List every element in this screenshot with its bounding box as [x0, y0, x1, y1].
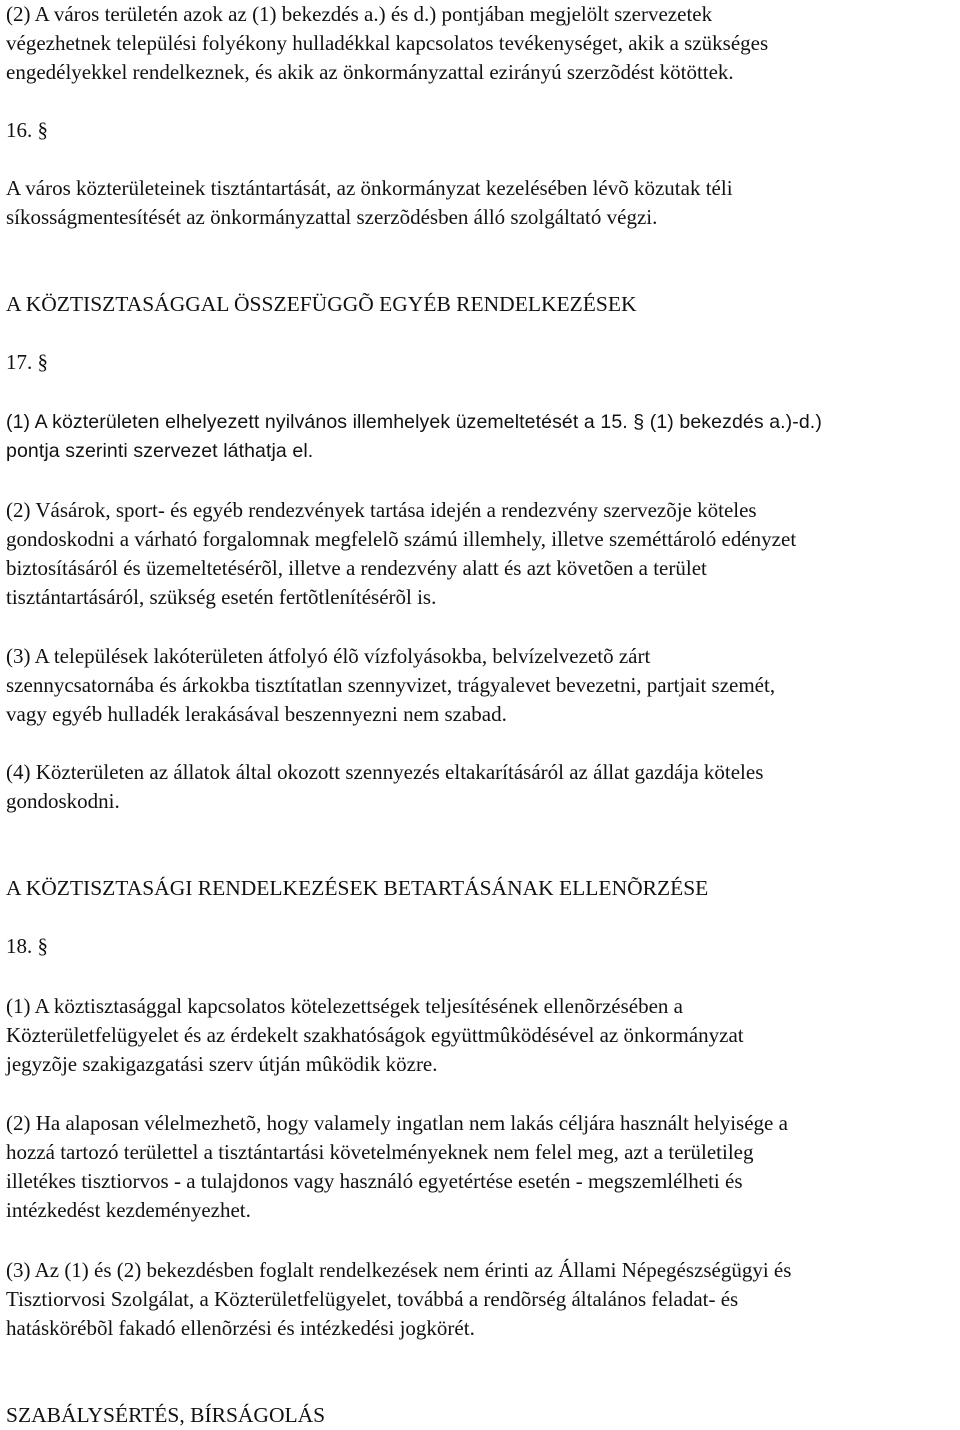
text-line: (2) A város területén azok az (1) bekezdés a.) és d.) pontjában megjelölt szervezetek — [6, 2, 713, 26]
text-line: (3) Az (1) és (2) bekezdésben foglalt rendelkezések nem érinti az Állami Népegészségügyi és — [6, 1258, 792, 1282]
text-line: Tisztiorvosi Szolgálat, a Közterületfelügyelet, továbbá a rendõrség általános feladat- és — [6, 1287, 739, 1311]
text-line: (4) Közterületen az állatok által okozott szennyezés eltakarításáról az állat gazdája köteles — [6, 760, 764, 784]
heading-ellenorzes: A KÖZTISZTASÁGI RENDELKEZÉSEK BETARTÁSÁNAK ELLENÕRZÉSE — [6, 876, 709, 900]
heading-szabalysertes: SZABÁLYSÉRTÉS, BÍRSÁGOLÁS — [6, 1403, 326, 1427]
section-number-16: 16. § — [6, 118, 48, 142]
text-line: (2) Ha alaposan vélelmezhetõ, hogy valamely ingatlan nem lakás céljára használt helyisége a — [6, 1111, 788, 1135]
heading-kozt-egyeb: A KÖZTISZTASÁGGAL ÖSSZEFÜGGÕ EGYÉB RENDELKEZÉSEK — [6, 292, 637, 316]
text-line: Közterületfelügyelet és az érdekelt szakhatóságok együttmûködésével az önkormányzat — [6, 1023, 744, 1047]
text-line: vagy egyéb hulladék lerakásával beszennyezni nem szabad. — [6, 702, 507, 726]
text-line: illetékes tisztiorvos - a tulajdonos vagy használó egyetértése esetén - megszemlélheti és — [6, 1169, 743, 1193]
text-line: (3) A települések lakóterületen átfolyó élõ vízfolyásokba, belvízelvezetõ zárt — [6, 644, 651, 668]
text-line: engedélyekkel rendelkeznek, és akik az önkormányzattal ezirányú szerzõdést kötöttek. — [6, 60, 734, 84]
text-line: síkosságmentesítését az önkormányzattal szerzõdésben álló szolgáltató végzi. — [6, 205, 658, 229]
text-line: hozzá tartozó területtel a tisztántartási követelményeknek nem felel meg, azt a területileg — [6, 1140, 754, 1164]
text-line: hatáskörébõl fakadó ellenõrzési és intézkedési jogkörét. — [6, 1316, 475, 1340]
text-line: (1) A köztisztasággal kapcsolatos kötelezettségek teljesítésének ellenõrzésében a — [6, 994, 683, 1018]
text-line: gondoskodni a várható forgalomnak megfelelõ számú illemhely, illetve szeméttároló edényzet — [6, 527, 797, 551]
text-line: jegyzõje szakigazgatási szerv útján mûködik közre. — [6, 1052, 438, 1076]
text-line: szennycsatornába és árkokba tisztítatlan szennyvizet, trágyalevet bevezetni, partjait szemét, — [6, 673, 776, 697]
text-line: tisztántartásáról, szükség esetén fertõtlenítésérõl is. — [6, 585, 437, 609]
text-line: biztosításáról és üzemeltetésérõl, illetve a rendezvény alatt és azt követõen a terület — [6, 556, 707, 580]
section-number-17: 17. § — [6, 350, 48, 374]
text-line: végezhetnek települési folyékony hulladékkal kapcsolatos tevékenységet, akik a szükséges — [6, 31, 769, 55]
text-line: gondoskodni. — [6, 789, 120, 813]
text-line: intézkedést kezdeményezhet. — [6, 1198, 251, 1222]
text-line: pontja szerinti szervezet láthatja el. — [6, 440, 314, 462]
text-line: A város közterületeinek tisztántartását, az önkormányzat kezelésében lévõ közutak téli — [6, 176, 733, 200]
section-number-18: 18. § — [6, 934, 48, 958]
text-line: (2) Vásárok, sport- és egyéb rendezvények tartása idején a rendezvény szervezõje köteles — [6, 498, 757, 522]
text-line: (1) A közterületen elhelyezett nyilvános illemhelyek üzemeltetését a 15. § (1) bekezdés a.)-d.) — [6, 411, 822, 433]
